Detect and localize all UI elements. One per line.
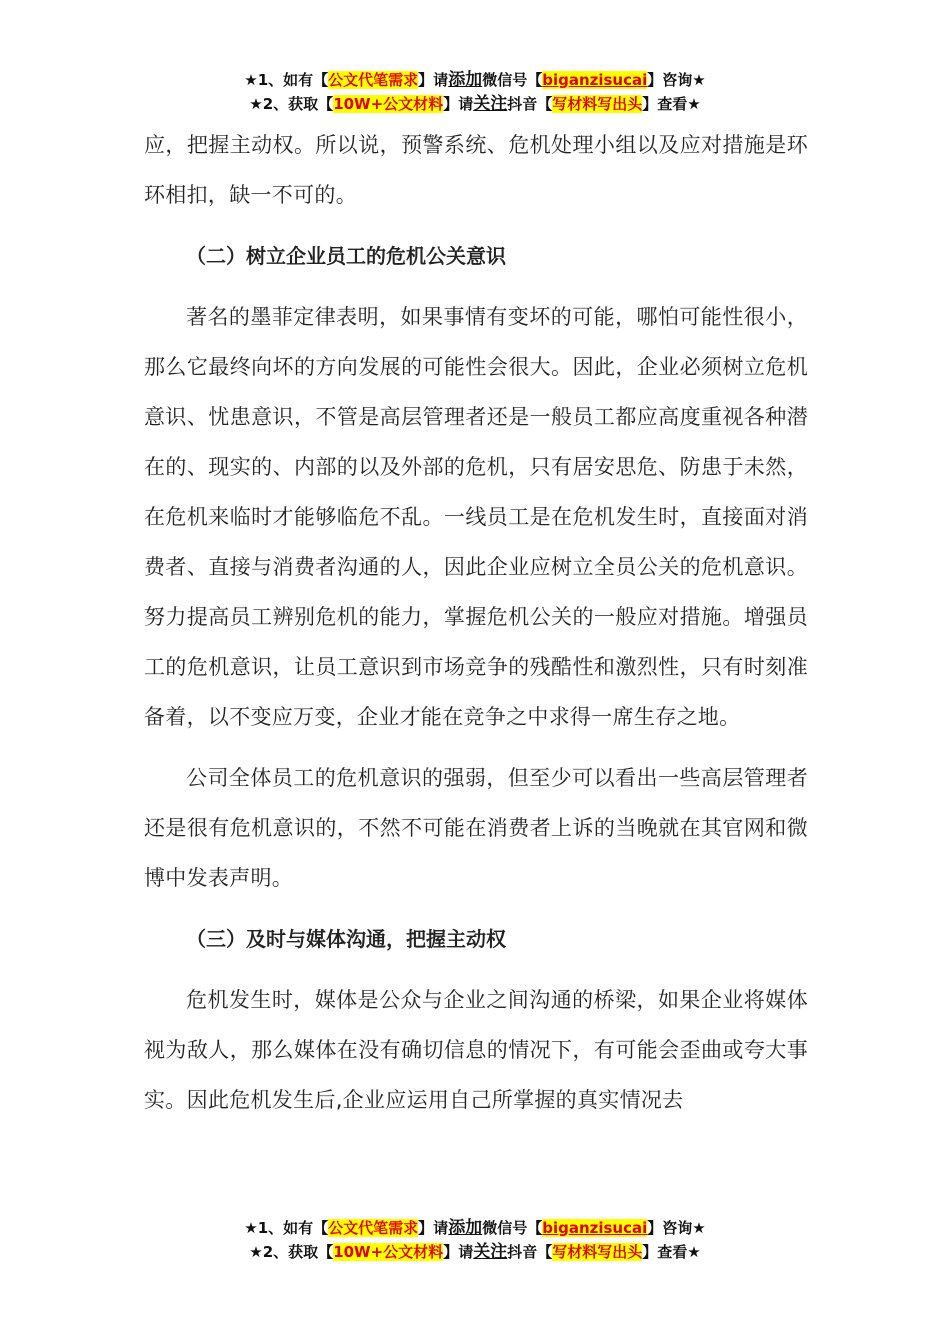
highlight-wechat-id: biganzisucai bbox=[542, 71, 648, 89]
paragraph-media: 危机发生时，媒体是公众与企业之间沟通的桥梁，如果企业将媒体视为敌人，那么媒体在没有确切信息的情况下，有可能会歪曲或夸大事实。因此危机发生后,企业应运用自己所掌握的真实情况去 bbox=[144, 988, 808, 1112]
footer-banner bbox=[0, 1216, 950, 1264]
header-banner bbox=[0, 68, 950, 116]
highlight-service: 公文代笔需求 bbox=[328, 71, 419, 89]
banner-emphasis: 关注 bbox=[473, 1242, 508, 1262]
section-heading-2: （二）树立企业员工的危机公关意识 bbox=[186, 244, 506, 268]
banner-text: 】咨询★ bbox=[647, 1219, 706, 1237]
highlight-materials: 10W+公文材料 bbox=[333, 1243, 444, 1261]
banner-text: ★2、获取【 bbox=[249, 95, 334, 113]
banner-text: 】查看★ bbox=[642, 1243, 701, 1261]
banner-text: 】请 bbox=[418, 1219, 449, 1237]
banner-text: 】请 bbox=[443, 1243, 474, 1261]
banner-emphasis: 添加 bbox=[448, 70, 483, 90]
banner-text: 】咨询★ bbox=[647, 71, 706, 89]
banner-line-1 bbox=[0, 68, 950, 92]
banner-text: ★2、获取【 bbox=[249, 1243, 334, 1261]
banner-text: 微信号【 bbox=[482, 71, 543, 89]
banner-text: 微信号【 bbox=[482, 1219, 543, 1237]
banner-line-1 bbox=[0, 1216, 950, 1240]
banner-text: ★1、如有【 bbox=[244, 71, 329, 89]
banner-text: 抖音【 bbox=[507, 95, 553, 113]
paragraph-awareness: 公司全体员工的危机意识的强弱，但至少可以看出一些高层管理者还是很有危机意识的，不然不可能在消费者上诉的当晚就在其官网和微博中发表声明。 bbox=[144, 766, 808, 890]
banner-emphasis: 关注 bbox=[473, 94, 508, 114]
highlight-materials: 10W+公文材料 bbox=[333, 95, 444, 113]
highlight-douyin: 写材料写出头 bbox=[552, 95, 643, 113]
section-heading-3: （三）及时与媒体沟通，把握主动权 bbox=[186, 927, 506, 951]
document-body bbox=[144, 120, 808, 1136]
highlight-wechat-id: biganzisucai bbox=[542, 1219, 648, 1237]
highlight-service: 公文代笔需求 bbox=[328, 1219, 419, 1237]
paragraph-murphy-law: 著名的墨菲定律表明，如果事情有变坏的可能，哪怕可能性很小，那么它最终向坏的方向发展的可能性会很大。因此，企业必须树立危机意识、忧患意识，不管是高层管理者还是一般员工都应高度重视各种潜在的、现实的、内部的以及外部的危机，只有居安思危、防患于未然，在危机来临时才能够临危不乱。一线员工是在危机发生时，直接面对消费者、直接与消费者沟通的人，因此企业应树立全员公关的危机意识。努力提高员工辨别危机的能力，掌握危机公关的一般应对措施。增强员工的危机意识，让员工意识到市场竞争的残酷性和激烈性，只有时刻准备着，以不变应万变，企业才能在竞争之中求得一席生存之地。 bbox=[144, 305, 808, 729]
banner-text: ★1、如有【 bbox=[244, 1219, 329, 1237]
banner-text: 】查看★ bbox=[642, 95, 701, 113]
banner-text: 】请 bbox=[443, 95, 474, 113]
banner-text: 】请 bbox=[418, 71, 449, 89]
paragraph-intro: 应，把握主动权。所以说，预警系统、危机处理小组以及应对措施是环环相扣，缺一不可的。 bbox=[144, 133, 808, 207]
banner-text: 抖音【 bbox=[507, 1243, 553, 1261]
banner-line-2 bbox=[0, 1240, 950, 1264]
highlight-douyin: 写材料写出头 bbox=[552, 1243, 643, 1261]
banner-emphasis: 添加 bbox=[448, 1218, 483, 1238]
banner-line-2 bbox=[0, 92, 950, 116]
